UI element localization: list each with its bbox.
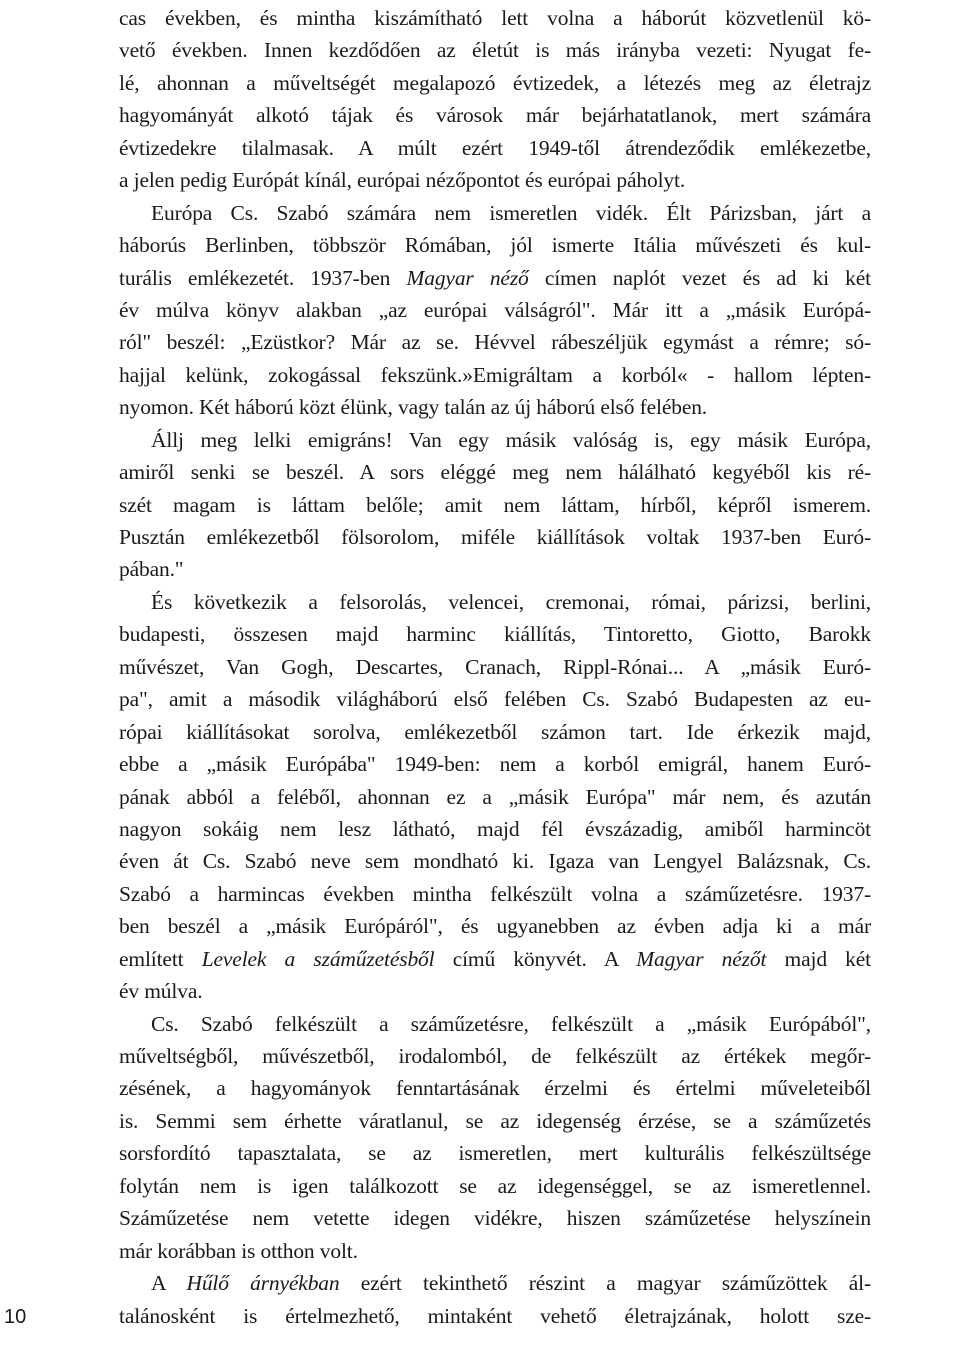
text-line bbox=[119, 845, 871, 877]
text-segment: nyomon. Két háború közt élünk, vagy talán az új háború első felében. bbox=[119, 395, 708, 420]
text-line bbox=[119, 294, 871, 326]
italic-title: Magyar nézőt bbox=[636, 946, 767, 971]
text-segment: lé, ahonnan a műveltségét megalapozó évtizedek, a létezés meg az életrajz bbox=[119, 70, 871, 95]
text-segment: címen naplót vezet és ad ki két bbox=[528, 265, 871, 290]
text-segment: hagyományát alkotó tájak és városok már bejárhatatlanok, mert számára bbox=[119, 103, 871, 128]
text-line bbox=[119, 1137, 871, 1169]
page-number: 10 bbox=[4, 1306, 27, 1328]
text-segment: művészet, Van Gogh, Descartes, Cranach, Rippl-Rónai... A „másik Euró- bbox=[119, 654, 871, 679]
text-line bbox=[119, 618, 871, 650]
text-segment: is. Semmi sem érhette váratlanul, se az idegenség érzése, se a száműzetés bbox=[119, 1108, 871, 1133]
text-line bbox=[119, 1105, 871, 1137]
text-segment: A bbox=[151, 1271, 187, 1296]
text-segment: pában." bbox=[119, 557, 184, 582]
text-segment: vető években. Innen kezdődően az életút is más irányba vezeti: Nyugat fe- bbox=[119, 38, 871, 63]
text-line bbox=[119, 262, 871, 294]
text-segment: Európa Cs. Szabó számára nem ismeretlen vidék. Élt Párizsban, járt a bbox=[151, 200, 871, 225]
text-line bbox=[119, 2, 871, 34]
text-line bbox=[119, 553, 871, 585]
text-line bbox=[119, 943, 871, 975]
text-line bbox=[119, 1008, 871, 1040]
text-line bbox=[119, 197, 871, 229]
text-segment: ben beszél a „másik Európáról", és ugyanebben az évben adja ki a már bbox=[119, 914, 871, 939]
text-line bbox=[119, 229, 871, 261]
text-segment: majd két bbox=[766, 946, 871, 971]
text-line bbox=[119, 1235, 871, 1267]
text-line bbox=[119, 1300, 871, 1332]
text-line bbox=[119, 651, 871, 683]
text-segment: szét magam is láttam belőle; amit nem láttam, hírből, képről ismerem. bbox=[119, 492, 871, 517]
text-line bbox=[119, 1202, 871, 1234]
text-segment: év múlva könyv alakban „az európai válságról". Már itt a „másik Európá- bbox=[119, 297, 871, 322]
text-segment: budapesti, összesen majd harminc kiállítás, Tintoretto, Giotto, Barokk bbox=[119, 622, 871, 647]
text-line bbox=[119, 975, 871, 1007]
text-segment: talánosként is értelmezhető, mintaként vehető életrajzának, holott sze- bbox=[119, 1303, 871, 1328]
text-line bbox=[119, 910, 871, 942]
text-segment: pa", amit a második világháború első felében Cs. Szabó Budapesten az eu- bbox=[119, 687, 871, 712]
text-line bbox=[119, 521, 871, 553]
text-segment: című könyvét. A bbox=[434, 946, 637, 971]
text-line bbox=[119, 586, 871, 618]
text-line bbox=[119, 359, 871, 391]
text-segment: pának abból a feléből, ahonnan ez a „másik Európa" már nem, és azután bbox=[119, 784, 871, 809]
text-segment: Száműzetése nem vetette idegen vidékre, hiszen száműzetése helyszínein bbox=[119, 1206, 871, 1231]
text-line bbox=[119, 813, 871, 845]
text-segment: És következik a felsorolás, velencei, cremonai, római, párizsi, berlini, bbox=[151, 589, 871, 614]
text-segment: év múlva. bbox=[119, 979, 203, 1004]
text-line bbox=[119, 1072, 871, 1104]
text-line bbox=[119, 683, 871, 715]
text-segment: Állj meg lelki emigráns! Van egy másik valóság is, egy másik Európa, bbox=[151, 427, 871, 452]
text-segment: zésének, a hagyományok fenntartásának érzelmi és értelmi műveleteiből bbox=[119, 1076, 871, 1101]
text-segment: rópai kiállításokat sorolva, emlékezetből számon tart. Ide érkezik majd, bbox=[119, 719, 871, 744]
text-line bbox=[119, 781, 871, 813]
text-line bbox=[119, 164, 871, 196]
text-segment: Szabó a harmincas években mintha felkészült volna a száműzetésre. 1937- bbox=[119, 881, 871, 906]
text-segment: hajjal kelünk, zokogással fekszünk.»Emigráltam a korból« - hallom lépten- bbox=[119, 362, 871, 387]
text-segment: ezért tekinthető részint a magyar száműzöttek ál- bbox=[339, 1271, 871, 1296]
text-line bbox=[119, 489, 871, 521]
text-segment: ról" beszél: „Ezüstkor? Már az se. Hévvel rábeszéljük egymást a rémre; só- bbox=[119, 330, 871, 355]
text-segment: a jelen pedig Európát kínál, európai nézőpontot és európai páholyt. bbox=[119, 168, 686, 193]
text-line bbox=[119, 748, 871, 780]
text-line bbox=[119, 99, 871, 131]
text-line bbox=[119, 391, 871, 423]
text-line bbox=[119, 132, 871, 164]
text-segment: évtizedekre tilalmasak. A múlt ezért 1949-től átrendeződik emlékezetbe, bbox=[119, 135, 871, 160]
text-segment: ebbe a „másik Európába" 1949-ben: nem a korból emigrál, hanem Euró- bbox=[119, 752, 871, 777]
text-segment: éven át Cs. Szabó neve sem mondható ki. Igaza van Lengyel Balázsnak, Cs. bbox=[119, 849, 871, 874]
text-segment: Pusztán emlékezetből fölsorolom, miféle kiállítások voltak 1937-ben Euró- bbox=[119, 525, 871, 549]
text-line bbox=[119, 878, 871, 910]
text-segment: Cs. Szabó felkészült a száműzetésre, felkészült a „másik Európából", bbox=[151, 1011, 871, 1036]
body-text bbox=[119, 2, 871, 1332]
text-line bbox=[119, 1040, 871, 1072]
text-segment: említett bbox=[119, 946, 202, 971]
text-line bbox=[119, 34, 871, 66]
text-line bbox=[119, 326, 871, 358]
text-line bbox=[119, 424, 871, 456]
text-line bbox=[119, 67, 871, 99]
text-segment: nagyon sokáig nem lesz látható, majd fél évszázadig, amiből harmincöt bbox=[119, 816, 871, 841]
text-line bbox=[119, 1267, 871, 1299]
italic-title: Magyar néző bbox=[406, 265, 529, 290]
italic-title: Hűlő árnyékban bbox=[186, 1271, 340, 1296]
text-segment: sorsfordító tapasztalata, se az ismeretlen, mert kulturális felkészültsége bbox=[119, 1141, 871, 1166]
text-line bbox=[119, 1170, 871, 1202]
text-segment: folytán nem is igen találkozott se az idegenséggel, se az ismeretlennel. bbox=[119, 1173, 871, 1198]
text-segment: turális emlékezetét. 1937-ben bbox=[119, 265, 407, 290]
text-segment: háborús Berlinben, többször Rómában, jól ismerte Itália művészeti és kul- bbox=[119, 233, 871, 258]
text-line bbox=[119, 716, 871, 748]
text-segment: amiről senki se beszél. A sors eléggé meg nem hálálható kegyéből kis ré- bbox=[119, 460, 871, 485]
italic-title: Levelek a száműzetésből bbox=[201, 946, 435, 971]
text-line bbox=[119, 456, 871, 488]
text-segment: cas években, és mintha kiszámítható lett volna a háborút közvetlenül kö- bbox=[119, 6, 871, 30]
text-segment: már korábban is otthon volt. bbox=[119, 1238, 358, 1263]
text-segment: műveltségből, művészetből, irodalomból, de felkészült az értékek megőr- bbox=[119, 1044, 871, 1068]
